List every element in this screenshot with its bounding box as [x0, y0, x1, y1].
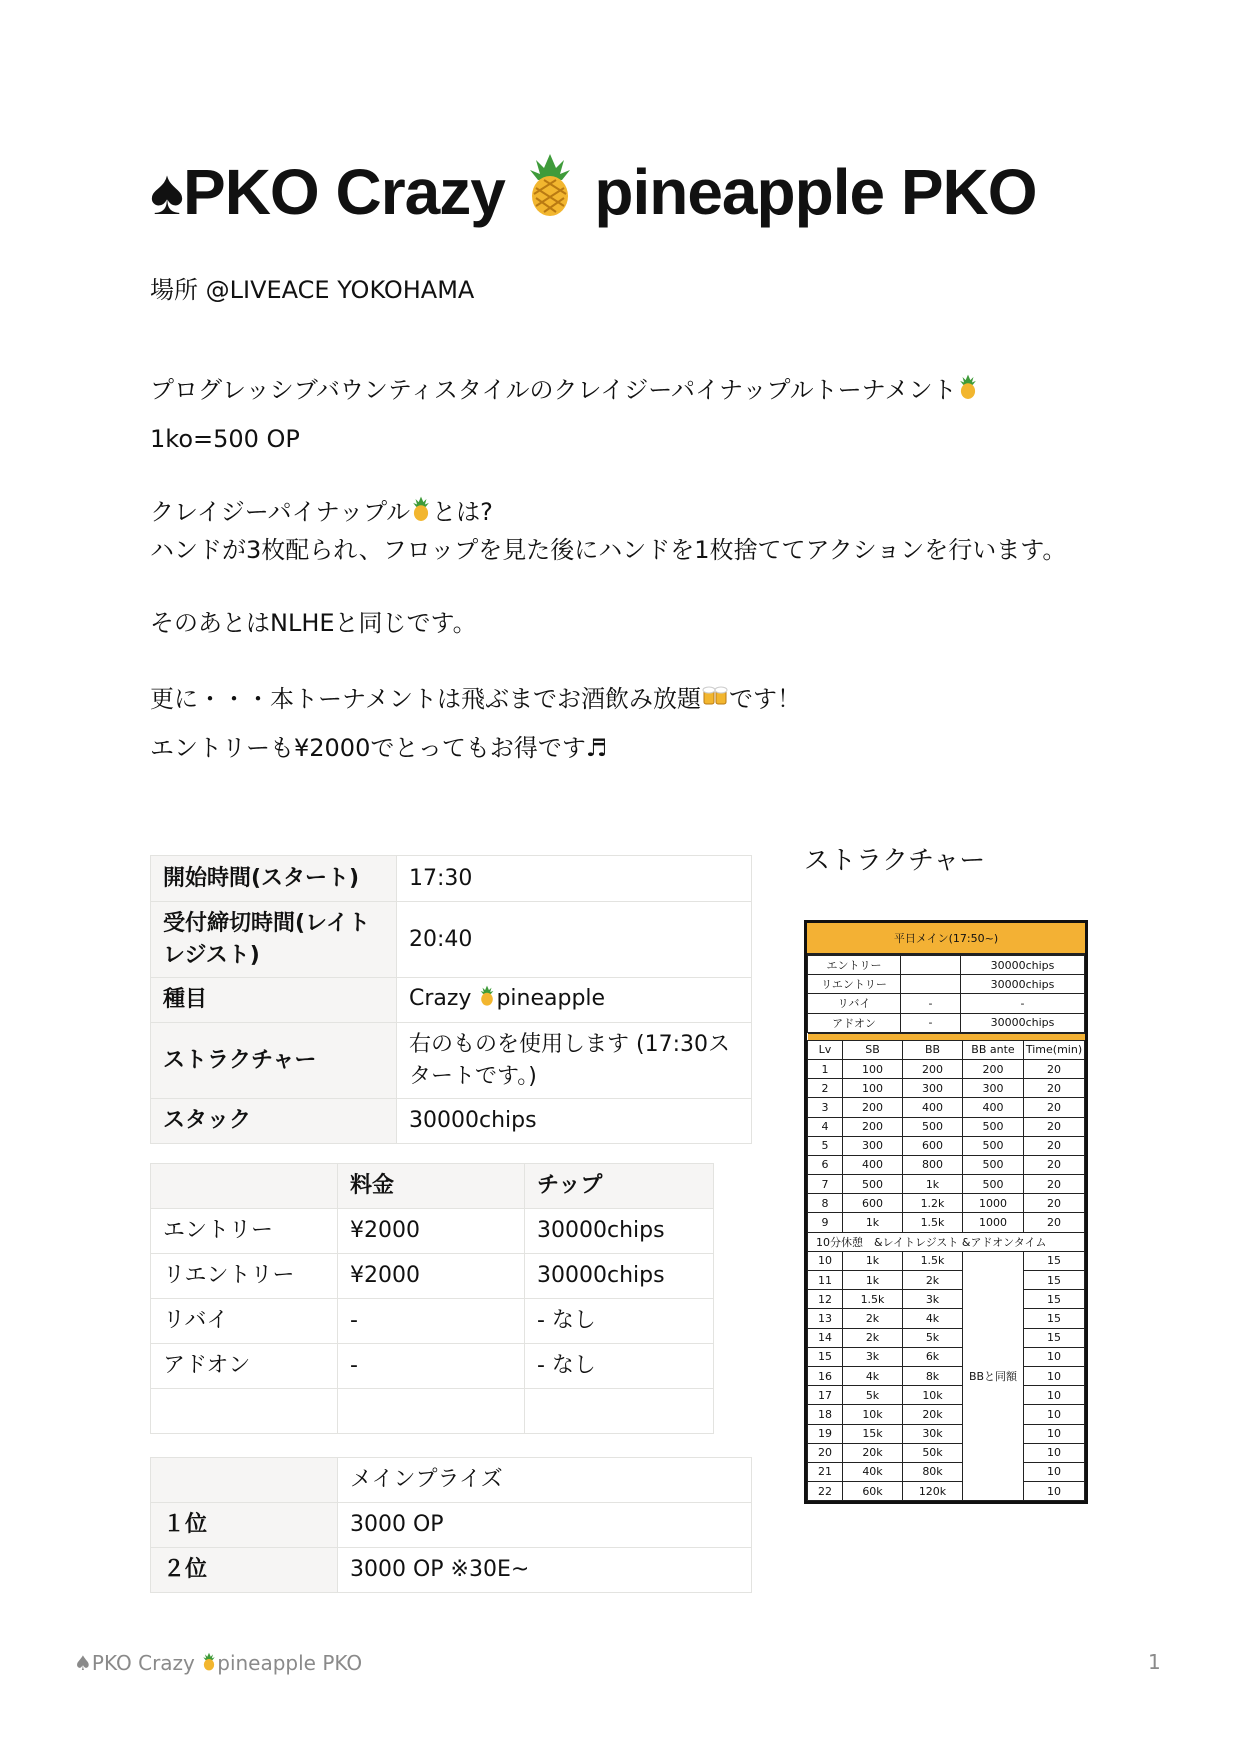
structure-level-cell: 1k [843, 1271, 903, 1290]
info-label: ストラクチャー [151, 1023, 397, 1099]
structure-level-cell: 22 [808, 1482, 843, 1501]
structure-level-cell: 10 [1024, 1386, 1085, 1405]
structure-level-cell: 50k [903, 1443, 963, 1462]
structure-level-cell: 15k [843, 1424, 903, 1443]
structure-banner [807, 923, 1085, 955]
structure-level-cell: 20 [1024, 1155, 1085, 1174]
structure-level-cell: 600 [903, 1136, 963, 1155]
structure-option-cell: リバイ [808, 994, 901, 1013]
structure-level-cell: 10 [1024, 1462, 1085, 1481]
structure-option-cell: アドオン [808, 1013, 901, 1032]
table-row [151, 1344, 714, 1389]
structure-level-row [808, 1328, 1085, 1347]
structure-option-row [808, 956, 1085, 975]
structure-level-cell: 20k [903, 1405, 963, 1424]
table-row [151, 1503, 752, 1548]
structure-option-row [808, 994, 1085, 1013]
structure-level-cell: 1k [903, 1175, 963, 1194]
structure-options-table [807, 955, 1085, 1033]
structure-level-cell: 800 [903, 1155, 963, 1174]
structure-level-cell: 7 [808, 1175, 843, 1194]
structure-level-cell: 10 [1024, 1424, 1085, 1443]
fee-cell: アドオン [151, 1344, 338, 1389]
structure-level-cell: 2k [843, 1309, 903, 1328]
structure-level-cell: 11 [808, 1271, 843, 1290]
structure-header-cell: Time(min) [1024, 1040, 1085, 1059]
structure-break-row [808, 1232, 1085, 1251]
structure-level-row [808, 1079, 1085, 1098]
table-row [151, 1548, 752, 1593]
page-number: 1 [1148, 1650, 1161, 1674]
fee-cell: リバイ [151, 1299, 338, 1344]
fee-header [151, 1164, 338, 1209]
structure-level-row [808, 1405, 1085, 1424]
structure-separator [808, 1033, 1085, 1040]
structure-level-cell: 13 [808, 1309, 843, 1328]
structure-level-cell: 1 [808, 1059, 843, 1078]
fee-cell: 30000chips [525, 1209, 714, 1254]
structure-level-cell: 2 [808, 1079, 843, 1098]
table-row [151, 1254, 714, 1299]
structure-level-cell: 20 [1024, 1098, 1085, 1117]
structure-level-cell: 8 [808, 1194, 843, 1213]
prize-header: メインプライズ [338, 1458, 752, 1503]
structure-level-cell: 120k [903, 1482, 963, 1501]
structure-level-row [808, 1366, 1085, 1385]
structure-level-cell: 1.5k [903, 1251, 963, 1270]
info-label: スタック [151, 1099, 397, 1144]
prize-value: 3000 OP ※30E~ [338, 1548, 752, 1593]
structure-level-cell: 14 [808, 1328, 843, 1347]
structure-level-row [808, 1098, 1085, 1117]
structure-level-cell: 5 [808, 1136, 843, 1155]
info-label: 開始時間(スタート) [151, 856, 397, 902]
structure-level-row [808, 1347, 1085, 1366]
structure-level-cell: 10 [1024, 1482, 1085, 1501]
structure-level-cell: 19 [808, 1424, 843, 1443]
structure-level-cell: 20 [1024, 1059, 1085, 1078]
structure-option-cell: エントリー [808, 956, 901, 975]
structure-levels-table [807, 1033, 1085, 1502]
pineapple-icon [201, 1650, 217, 1677]
structure-level-cell: 10 [1024, 1366, 1085, 1385]
structure-level-cell: 200 [963, 1059, 1024, 1078]
structure-level-cell: 4k [843, 1366, 903, 1385]
promo-line-1-pre: 更に・・・本トーナメントは飛ぶまでお酒飲み放題 [150, 685, 702, 713]
structure-level-cell: 15 [808, 1347, 843, 1366]
table-row [151, 902, 752, 978]
structure-option-row [808, 975, 1085, 994]
intro-text: プログレッシブバウンティスタイルのクレイジーパイナップルトーナメント [150, 376, 957, 404]
structure-level-cell: 15 [1024, 1309, 1085, 1328]
structure-level-cell: 300 [843, 1136, 903, 1155]
structure-level-cell: 10k [903, 1386, 963, 1405]
info-table [150, 855, 752, 1144]
structure-option-cell: 30000chips [961, 956, 1085, 975]
structure-option-cell: - [901, 994, 961, 1013]
structure-level-cell: 3k [903, 1290, 963, 1309]
footer-title [74, 1650, 362, 1677]
fee-cell: - なし [525, 1299, 714, 1344]
structure-level-row [808, 1424, 1085, 1443]
intro-line-2: 1ko=500 OP [150, 425, 300, 453]
page-title [150, 150, 1037, 234]
structure-level-cell: 15 [1024, 1290, 1085, 1309]
structure-header-cell: Lv [808, 1040, 843, 1059]
structure-level-row [808, 1213, 1085, 1232]
about-heading-post: とは? [432, 498, 493, 526]
structure-level-cell: 600 [843, 1194, 903, 1213]
info-value-pre: Crazy [409, 986, 479, 1011]
structure-option-cell: リエントリー [808, 975, 901, 994]
structure-level-cell: 1.5k [903, 1213, 963, 1232]
pineapple-icon [522, 150, 578, 234]
footer-title-post: pineapple PKO [217, 1651, 363, 1675]
fee-cell: エントリー [151, 1209, 338, 1254]
pineapple-icon [410, 494, 432, 532]
fee-cell: ¥2000 [338, 1209, 525, 1254]
structure-level-cell: 15 [1024, 1271, 1085, 1290]
fee-cell: - [338, 1344, 525, 1389]
structure-level-row [808, 1443, 1085, 1462]
fee-cell-empty [338, 1389, 525, 1434]
structure-level-cell: 2k [843, 1328, 903, 1347]
structure-level-cell: 20 [808, 1443, 843, 1462]
structure-level-cell: 18 [808, 1405, 843, 1424]
structure-level-cell: 500 [843, 1175, 903, 1194]
info-value: 17:30 [397, 856, 752, 902]
structure-level-cell: 1000 [963, 1213, 1024, 1232]
structure-level-cell: 3k [843, 1347, 903, 1366]
structure-banner-text: 平日メイン(17:50~) [893, 932, 999, 945]
fee-cell: 30000chips [525, 1254, 714, 1299]
structure-level-cell: 1.5k [843, 1290, 903, 1309]
structure-level-cell: 300 [963, 1079, 1024, 1098]
structure-option-cell [901, 975, 961, 994]
fee-cell: ¥2000 [338, 1254, 525, 1299]
structure-level-cell: 10 [1024, 1347, 1085, 1366]
structure-level-cell: 500 [963, 1136, 1024, 1155]
structure-level-cell: 500 [963, 1175, 1024, 1194]
structure-level-cell: 10 [808, 1251, 843, 1270]
structure-level-cell: 15 [1024, 1328, 1085, 1347]
table-row [151, 1023, 752, 1099]
structure-level-row [808, 1059, 1085, 1078]
promo-line-2: エントリーも¥2000でとってもお得です♬ [150, 734, 608, 762]
structure-level-row [808, 1482, 1085, 1501]
fee-header: 料金 [338, 1164, 525, 1209]
intro-line-1 [150, 372, 979, 410]
structure-ante-same: BBと同額 [963, 1251, 1024, 1500]
structure-header-cell: BB ante [963, 1040, 1024, 1059]
about-body-1: ハンドが3枚配られ、フロップを見た後にハンドを1枚捨ててアクションを行います。 [150, 536, 1067, 564]
structure-level-row [808, 1290, 1085, 1309]
structure-level-cell: 20 [1024, 1117, 1085, 1136]
beer-mugs-icon [701, 681, 729, 719]
info-value-post: pineapple [496, 986, 606, 1011]
structure-level-cell: 100 [843, 1079, 903, 1098]
structure-level-cell: 20k [843, 1443, 903, 1462]
structure-level-cell: 200 [843, 1098, 903, 1117]
structure-level-cell: 20 [1024, 1213, 1085, 1232]
structure-level-cell: 16 [808, 1366, 843, 1385]
structure-separator-cell [808, 1033, 1085, 1040]
structure-level-cell: 15 [1024, 1251, 1085, 1270]
structure-level-cell: 20 [1024, 1136, 1085, 1155]
prize-header-empty [151, 1458, 338, 1503]
structure-level-cell: 20 [1024, 1175, 1085, 1194]
info-value: 右のものを使用します (17:30スタートです。) [397, 1023, 752, 1099]
structure-level-cell: 30k [903, 1424, 963, 1443]
structure-level-cell: 4 [808, 1117, 843, 1136]
structure-level-cell: 400 [903, 1098, 963, 1117]
table-row [151, 978, 752, 1023]
table-header-row [151, 1164, 714, 1209]
structure-level-row [808, 1155, 1085, 1174]
table-row-empty [151, 1389, 714, 1434]
structure-level-cell: 10 [1024, 1405, 1085, 1424]
structure-level-cell: 5k [843, 1386, 903, 1405]
structure-level-row [808, 1175, 1085, 1194]
structure-option-cell: - [961, 994, 1085, 1013]
structure-level-cell: 400 [843, 1155, 903, 1174]
structure-label: ストラクチャー [804, 846, 986, 876]
structure-level-row [808, 1251, 1085, 1270]
about-heading-pre: クレイジーパイナップル [150, 498, 411, 526]
structure-level-cell: 100 [843, 1059, 903, 1078]
structure-level-cell: 10k [843, 1405, 903, 1424]
structure-option-cell [901, 956, 961, 975]
structure-level-cell: 10 [1024, 1443, 1085, 1462]
structure-header-cell: BB [903, 1040, 963, 1059]
structure-level-cell: 2k [903, 1271, 963, 1290]
footer-title-pre: ♠PKO Crazy [74, 1651, 202, 1675]
structure-level-cell: 6k [903, 1347, 963, 1366]
structure-level-cell: 17 [808, 1386, 843, 1405]
structure-level-cell: 8k [903, 1366, 963, 1385]
promo-line-1-post: です！ [729, 685, 802, 713]
structure-level-cell: 200 [903, 1059, 963, 1078]
structure-level-cell: 300 [903, 1079, 963, 1098]
structure-level-row [808, 1386, 1085, 1405]
prize-rank: ２位 [151, 1548, 338, 1593]
structure-level-cell: 1k [843, 1251, 903, 1270]
title-suffix: pineapple PKO [594, 156, 1037, 228]
structure-option-row [808, 1013, 1085, 1032]
structure-level-cell: 60k [843, 1482, 903, 1501]
info-label: 種目 [151, 978, 397, 1023]
structure-level-cell: 5k [903, 1328, 963, 1347]
table-row [151, 1209, 714, 1254]
structure-level-cell: 1k [843, 1213, 903, 1232]
structure-level-cell: 3 [808, 1098, 843, 1117]
promo-line-1 [150, 681, 801, 719]
structure-option-cell: - [901, 1013, 961, 1032]
structure-level-cell: 500 [963, 1155, 1024, 1174]
structure-level-row [808, 1194, 1085, 1213]
structure-sheet [804, 920, 1088, 1504]
fee-table [150, 1163, 714, 1434]
table-row [151, 856, 752, 902]
structure-header-row [808, 1040, 1085, 1059]
structure-level-row [808, 1462, 1085, 1481]
fee-cell-empty [525, 1389, 714, 1434]
info-value [397, 978, 752, 1023]
structure-level-cell: 20 [1024, 1079, 1085, 1098]
structure-level-cell: 500 [903, 1117, 963, 1136]
structure-level-cell: 6 [808, 1155, 843, 1174]
structure-level-cell: 4k [903, 1309, 963, 1328]
about-body-2: そのあとはNLHEと同じです。 [150, 609, 477, 637]
venue-text: 場所 @LIVEACE YOKOHAMA [150, 276, 475, 304]
pineapple-icon [957, 372, 979, 410]
structure-level-cell: 1000 [963, 1194, 1024, 1213]
pineapple-icon [478, 983, 496, 1017]
structure-level-cell: 1.2k [903, 1194, 963, 1213]
fee-cell-empty [151, 1389, 338, 1434]
table-header-row [151, 1458, 752, 1503]
prize-rank: １位 [151, 1503, 338, 1548]
structure-level-cell: 9 [808, 1213, 843, 1232]
fee-cell: リエントリー [151, 1254, 338, 1299]
structure-level-cell: 400 [963, 1098, 1024, 1117]
structure-header-cell: SB [843, 1040, 903, 1059]
structure-option-cell: 30000chips [961, 975, 1085, 994]
about-heading [150, 494, 493, 532]
structure-break-label: 10分休憩 &レイトレジスト &アドオンタイム [808, 1232, 1085, 1251]
prize-value: 3000 OP [338, 1503, 752, 1548]
title-prefix: ♠PKO Crazy [150, 156, 522, 228]
fee-cell: - [338, 1299, 525, 1344]
structure-level-cell: 80k [903, 1462, 963, 1481]
info-value: 20:40 [397, 902, 752, 978]
structure-level-cell: 12 [808, 1290, 843, 1309]
fee-header: チップ [525, 1164, 714, 1209]
table-row [151, 1099, 752, 1144]
structure-level-cell: 20 [1024, 1194, 1085, 1213]
prize-table [150, 1457, 752, 1593]
structure-level-cell: 200 [843, 1117, 903, 1136]
structure-level-cell: 21 [808, 1462, 843, 1481]
structure-level-row [808, 1117, 1085, 1136]
structure-level-row [808, 1309, 1085, 1328]
structure-level-row [808, 1271, 1085, 1290]
structure-level-cell: 500 [963, 1117, 1024, 1136]
table-row [151, 1299, 714, 1344]
structure-level-cell: 40k [843, 1462, 903, 1481]
structure-option-cell: 30000chips [961, 1013, 1085, 1032]
fee-cell: - なし [525, 1344, 714, 1389]
structure-level-row [808, 1136, 1085, 1155]
info-label: 受付締切時間(レイトレジスト) [151, 902, 397, 978]
info-value: 30000chips [397, 1099, 752, 1144]
